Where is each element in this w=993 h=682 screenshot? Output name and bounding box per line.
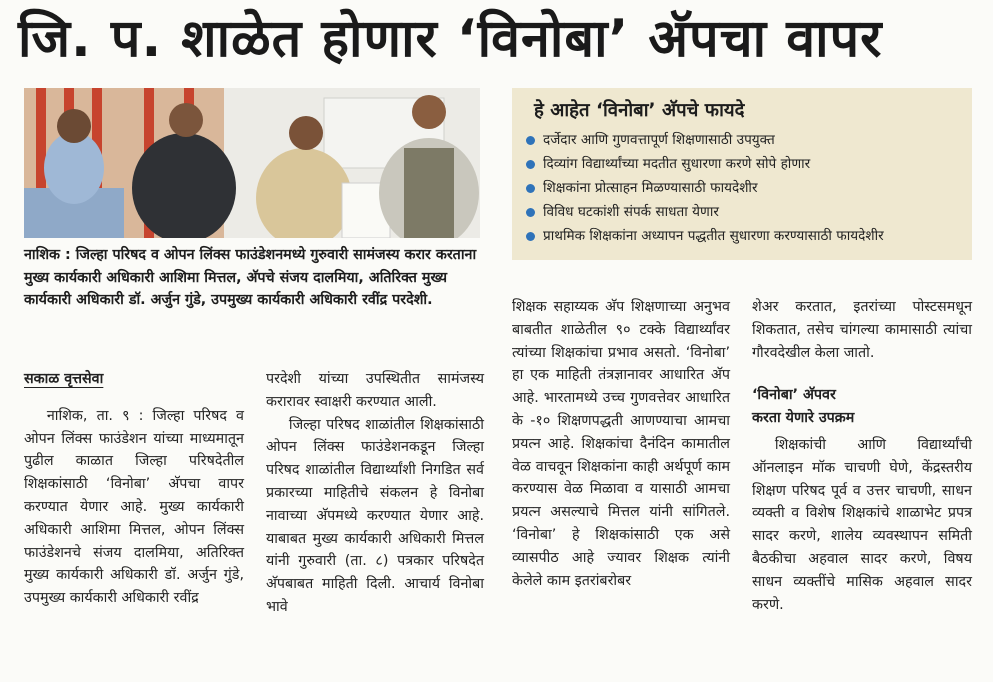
article-paragraph: जिल्हा परिषद शाळांतील शिक्षकांसाठी ओपन लिंक्स फाउंडेशनकडून जिल्हा परिषद शाळांतील विद्यार्थ्यांशी निगडित सर्व प्रकारच्या माहितीचे संकलन हे विनोबा नावाच्या अ‍ॅपमध्ये करण्यात येणार आहे. याबाबत मुख्य कार्यकारी अधिकारी मित्तल यांनी गुरुवारी (ता. ८) पत्रकार परिषदेत अ‍ॅपबाबत माहिती दिली. आचार्य विनोबा भावे	[266, 416, 484, 615]
caption-text: जिल्हा परिषद व ओपन लिंक्स फाउंडेशनमध्ये गुरुवारी सामंजस्य करार करताना मुख्य कार्यकारी अधिकारी आशिमा मित्तल, अ‍ॅपचे संजय दालमिया, अतिरिक्त मुख्य कार्यकारी अधिकारी डॉ. अर्जुन गुंडे, उपमुख्य कार्यकारी अधिकारी रवींद्र परदेशी.	[24, 247, 477, 308]
article-paragraph: शिक्षकांची आणि विद्यार्थ्यांची ऑनलाइन मॉक चाचणी घेणे, केंद्रस्तरीय शिक्षण परिषद पूर्व व उत्तर चाचणी, साधन व्यक्ती व विशेष शिक्षकांचे शाळाभेट प्रपत्र सादर करणे, शालेय व्यवस्थापन समिती बैठकीचा अहवाल सादर करणे, विषय साधन व्यक्तींचे मासिक अहवाल सादर करणे.	[752, 436, 972, 613]
benefit-item: दिव्यांग विद्यार्थ्यांच्या मदतीत सुधारणा करणे सोपे होणार	[526, 152, 972, 176]
article-column-3	[512, 296, 730, 592]
article-paragraph: शेअर करतात, इतरांच्या पोस्टसमधून शिकतात, तसेच चांगल्या कामासाठी त्यांचा गौरवदेखील केला जातो.	[752, 299, 972, 361]
article-paragraph: शिक्षक सहाय्यक अ‍ॅप शिक्षणाच्या अनुभव बाबतीत शाळेतील ९० टक्के विद्यार्थ्यांवर त्यांच्या शिक्षकांचा प्रभाव असतो. ‘विनोबा’ हा एक माहिती तंत्रज्ञानावर आधारित अ‍ॅप आहे. भारतामध्ये उच्च गुणवत्तेवर आधारित के -१० शिक्षणपद्धती आणण्याचा आमचा प्रयत्न आहे. शिक्षकांचा दैनंदिन कामातील वेळ वाचवून शिक्षकांना काही अर्थपूर्ण काम करण्यास वेळ मिळावा व यासाठी आमचा प्रयत्न असल्याचे मित्तल यांनी सांगितले. ‘विनोबा’ हे शिक्षकांसाठी एक असे व्यासपीठ आहे ज्यावर शिक्षक त्यांनी केलेले काम इतरांबरोबर	[512, 299, 730, 589]
benefit-item: दर्जेदार आणि गुणवत्तापूर्ण शिक्षणासाठी उपयुक्त	[526, 128, 972, 152]
caption-place: नाशिक :	[24, 247, 71, 263]
bullet-icon	[526, 160, 535, 169]
bullet-icon	[526, 136, 535, 145]
photo-illustration	[24, 88, 480, 238]
bullet-icon	[526, 184, 535, 193]
headline: जि. प. शाळेत होणार ‘विनोबा’ अ‍ॅपचा वापर	[18, 9, 883, 69]
article-paragraph: परदेशी यांच्या उपस्थितीत सामंजस्य करारावर स्वाक्षरी करण्यात आली.	[266, 371, 484, 410]
benefits-list	[512, 128, 972, 248]
benefit-item: प्राथमिक शिक्षकांना अध्यापन पद्धतीत सुधारणा करण्यासाठी फायदेशीर	[526, 224, 972, 248]
photo-caption	[24, 244, 484, 312]
bullet-icon	[526, 232, 535, 241]
subheading: ‘विनोबा’ अ‍ॅपवर	[752, 387, 836, 404]
byline: सकाळ वृत्तसेवा	[24, 371, 104, 387]
benefits-box	[512, 88, 972, 260]
article-column-4	[752, 296, 972, 616]
article-column-2	[266, 368, 484, 619]
subheading: करता येणारे उपक्रम	[752, 410, 855, 427]
benefits-title: हे आहेत ‘विनोबा’ अ‍ॅपचे फायदे	[534, 100, 745, 121]
benefit-item: विविध घटकांशी संपर्क साधता येणार	[526, 200, 972, 224]
news-photo	[24, 88, 480, 238]
benefit-item: शिक्षकांना प्रोत्साहन मिळण्यासाठी फायदेशीर	[526, 176, 972, 200]
article-column-1	[24, 368, 244, 610]
bullet-icon	[526, 208, 535, 217]
article-paragraph: नाशिक, ता. ९ : जिल्हा परिषद व ओपन लिंक्स फाउंडेशन यांच्या माध्यमातून पुढील काळात जिल्हा परिषदेतील शिक्षकांसाठी ‘विनोबा’ अ‍ॅपचा वापर करण्यात येणार आहे. मुख्य कार्यकारी अधिकारी आशिमा मित्तल, ओपन लिंक्स फाउंडेशनचे संजय दालमिया, अतिरिक्त मुख्य कार्यकारी अधिकारी डॉ. अर्जुन गुंडे, उपमुख्य कार्यकारी अधिकारी रवींद्र	[24, 407, 244, 607]
